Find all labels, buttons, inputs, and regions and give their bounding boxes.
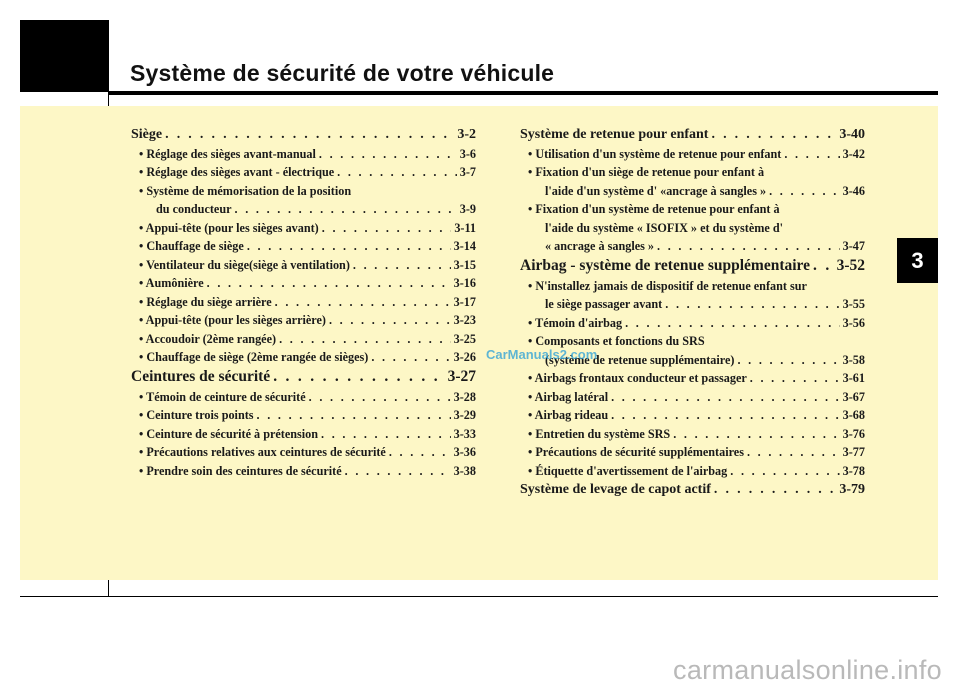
footer-watermark: carmanualsonline.info [673,655,942,685]
toc-subentry[interactable] [131,291,476,310]
toc-page-number: 3-67 [842,389,865,404]
toc-page-number: 3-15 [453,257,476,272]
toc-page-number: 3-25 [453,331,476,346]
toc-entry-text: • Utilisation d'un système de retenue pour enfant [528,146,782,161]
toc-entry-text: • Témoin d'airbag [528,315,623,330]
toc-subentry[interactable] [520,442,865,461]
toc-page-number: 3-26 [453,350,476,364]
dot-leader [730,464,839,479]
dot-leader [247,239,451,254]
toc-page-number: 3-40 [839,127,865,142]
toc-page-number: 3-2 [457,127,476,142]
toc-entry-text: du conducteur [156,202,232,216]
dot-leader [784,147,839,162]
dot-leader [737,353,839,368]
dot-leader [322,221,452,236]
toc-entry-text: • Chauffage de siège (2ème rangée de sièges) [139,350,369,364]
dot-leader [769,184,840,199]
toc-page-number: 3-77 [842,445,865,459]
toc-section-entry[interactable] [520,479,865,498]
toc-page-number: 3-6 [459,146,476,161]
toc-subentry[interactable] [131,328,476,347]
toc-page-number: 3-46 [842,183,865,198]
toc-entry-text: l'aide du système « ISOFIX » et du système d' [545,220,784,235]
toc-page-number: 3-52 [836,257,865,274]
toc-subentry[interactable] [131,143,476,162]
toc-section-entry[interactable] [520,124,865,143]
toc-entry-text: le siège passager avant [545,297,663,311]
dot-leader [273,368,444,386]
toc-page-number: 3-38 [453,463,476,478]
toc-entry-line[interactable] [131,180,476,199]
dot-leader [319,147,457,162]
toc-entry-text: • N'installez jamais de dispositif de retenue enfant sur [528,278,807,293]
dot-leader [309,390,451,405]
dot-leader [813,257,834,275]
toc-subentry[interactable] [520,460,865,479]
toc-page-number: 3-9 [459,202,476,216]
toc-entry-text: Système de levage de capot actif [520,481,711,497]
toc-page-number: 3-17 [453,294,476,309]
page-title: Système de sécurité de votre véhicule [130,60,555,86]
toc-subentry[interactable] [131,162,476,181]
dot-leader [657,239,840,254]
dot-leader [625,316,840,331]
toc-entry-text: Ceintures de sécurité [131,368,271,385]
dot-leader [321,427,451,442]
toc-entry-text: • Airbag rideau [528,408,609,422]
toc-subentry[interactable] [520,236,865,255]
toc-subentry[interactable] [520,180,865,199]
toc-subentry[interactable] [131,347,476,366]
toc-entry-text: • Réglage des sièges avant - électrique [139,165,335,179]
toc-entry-text: Siège [131,127,163,142]
toc-entry-line[interactable] [520,217,865,236]
toc-entry-text: l'aide d'un système d' «ancrage à sangles » [545,183,767,198]
dot-leader [207,276,451,291]
toc-subentry[interactable] [131,199,476,218]
toc-entry-line[interactable] [520,162,865,181]
dot-leader [275,295,451,310]
toc-page-number: 3-28 [453,389,476,404]
toc-entry-text: • Système de mémorisation de la position [139,183,352,198]
toc-entry-text: • Étiquette d'avertissement de l'airbag [528,463,728,478]
toc-entry-text: • Ceinture trois points [139,408,254,422]
toc-entry-text: • Entretien du système SRS [528,426,671,441]
toc-subentry[interactable] [520,423,865,442]
dot-leader [747,445,840,460]
toc-subentry[interactable] [520,143,865,162]
toc-subentry[interactable] [131,273,476,292]
toc-entry-text: • Réglage du siège arrière [139,294,272,309]
toc-page-number: 3-33 [453,426,476,441]
toc-entry-text: • Fixation d'un siège de retenue pour enfant à [528,165,765,179]
toc-entry-text: « ancrage à sangles » [545,239,655,253]
toc-subentry[interactable] [520,405,865,424]
dot-leader [235,202,457,217]
toc-subentry[interactable] [520,368,865,387]
toc-subentry[interactable] [131,423,476,442]
dot-leader [165,127,454,143]
toc-subentry[interactable] [131,442,476,461]
header-black-block [20,20,109,92]
toc-entry-text: (système de retenue supplémentaire) [545,352,735,367]
toc-section-entry[interactable] [131,365,476,386]
toc-subentry[interactable] [131,405,476,424]
toc-entry-text: • Ceinture de sécurité à prétension [139,426,319,441]
toc-subentry[interactable] [131,254,476,273]
toc-entry-text: • Prendre soin des ceintures de sécurité [139,463,342,478]
toc-entry-text: • Ventilateur du siège(siège à ventilation) [139,257,350,272]
dot-leader [611,408,840,423]
dot-leader [345,464,451,479]
toc-entry-text: • Airbags frontaux conducteur et passager [528,371,747,385]
toc-entry-text: • Précautions de sécurité supplémentaires [528,445,744,459]
toc-page-number: 3-7 [459,165,476,179]
toc-subentry[interactable] [131,217,476,236]
toc-left-column [131,124,476,479]
dot-leader [611,390,840,405]
toc-entry-text: • Aumônière [139,276,204,290]
toc-page-number: 3-42 [842,146,865,161]
toc-page-number: 3-55 [842,297,865,311]
toc-entry-text: • Précautions relatives aux ceintures de sécurité [139,445,386,459]
toc-entry-text: • Appui-tête (pour les sièges avant) [139,220,319,235]
dot-leader [711,127,836,143]
title-underline [109,91,938,95]
dot-leader [665,297,839,312]
toc-entry-text: Airbag - système de retenue supplémentaire [520,257,811,274]
toc-entry-text: • Airbag latéral [528,389,609,404]
toc-entry-text: • Accoudoir (2ème rangée) [139,331,277,346]
toc-section-entry[interactable] [131,124,476,143]
toc-subentry[interactable] [131,310,476,329]
toc-page-number: 3-14 [453,239,476,253]
toc-page-number: 3-29 [453,408,476,422]
toc-section-entry[interactable] [520,254,865,275]
toc-page-number: 3-16 [453,276,476,290]
toc-page-number: 3-11 [454,220,476,235]
dot-leader [279,332,451,347]
toc-entry-text: • Témoin de ceinture de sécurité [139,389,306,404]
dot-leader [389,445,451,460]
toc-entry-text: • Réglage des sièges avant-manual [139,146,316,161]
center-watermark: CarManuals2.com [486,347,598,362]
toc-page-number: 3-79 [839,481,865,497]
dot-leader [371,350,450,365]
dot-leader [329,313,451,328]
toc-subentry[interactable] [520,294,865,313]
toc-subentry[interactable] [131,460,476,479]
dot-leader [673,427,839,442]
toc-page-number: 3-76 [842,426,865,441]
toc-right-column [520,124,865,498]
toc-entry-text: • Appui-tête (pour les sièges arrière) [139,313,326,327]
toc-subentry[interactable] [520,312,865,331]
toc-page-number: 3-78 [842,463,865,478]
toc-page-number: 3-36 [453,445,476,459]
toc-page-number: 3-56 [842,315,865,330]
toc-subentry[interactable] [131,386,476,405]
toc-page-number: 3-23 [453,313,476,327]
toc-subentry[interactable] [520,386,865,405]
toc-entry-text: • Chauffage de siège [139,239,244,253]
toc-subentry[interactable] [131,236,476,255]
toc-page-number: 3-47 [842,239,865,253]
toc-entry-line[interactable] [520,199,865,218]
toc-page-number: 3-58 [842,352,865,367]
dot-leader [750,371,840,386]
chapter-tab: 3 [897,238,938,283]
dot-leader [257,408,451,423]
dot-leader [353,258,451,273]
toc-entry-text: Système de retenue pour enfant [520,127,709,142]
toc-page-number: 3-27 [447,368,476,385]
toc-entry-text: • Fixation d'un système de retenue pour enfant à [528,202,780,216]
toc-page-number: 3-61 [842,371,865,385]
toc-entry-line[interactable] [520,275,865,294]
toc-entry-text: • Composants et fonctions du SRS [528,334,705,348]
dot-leader [337,165,457,180]
bottom-rule [20,596,938,597]
dot-leader [714,482,836,498]
toc-page-number: 3-68 [842,408,865,422]
